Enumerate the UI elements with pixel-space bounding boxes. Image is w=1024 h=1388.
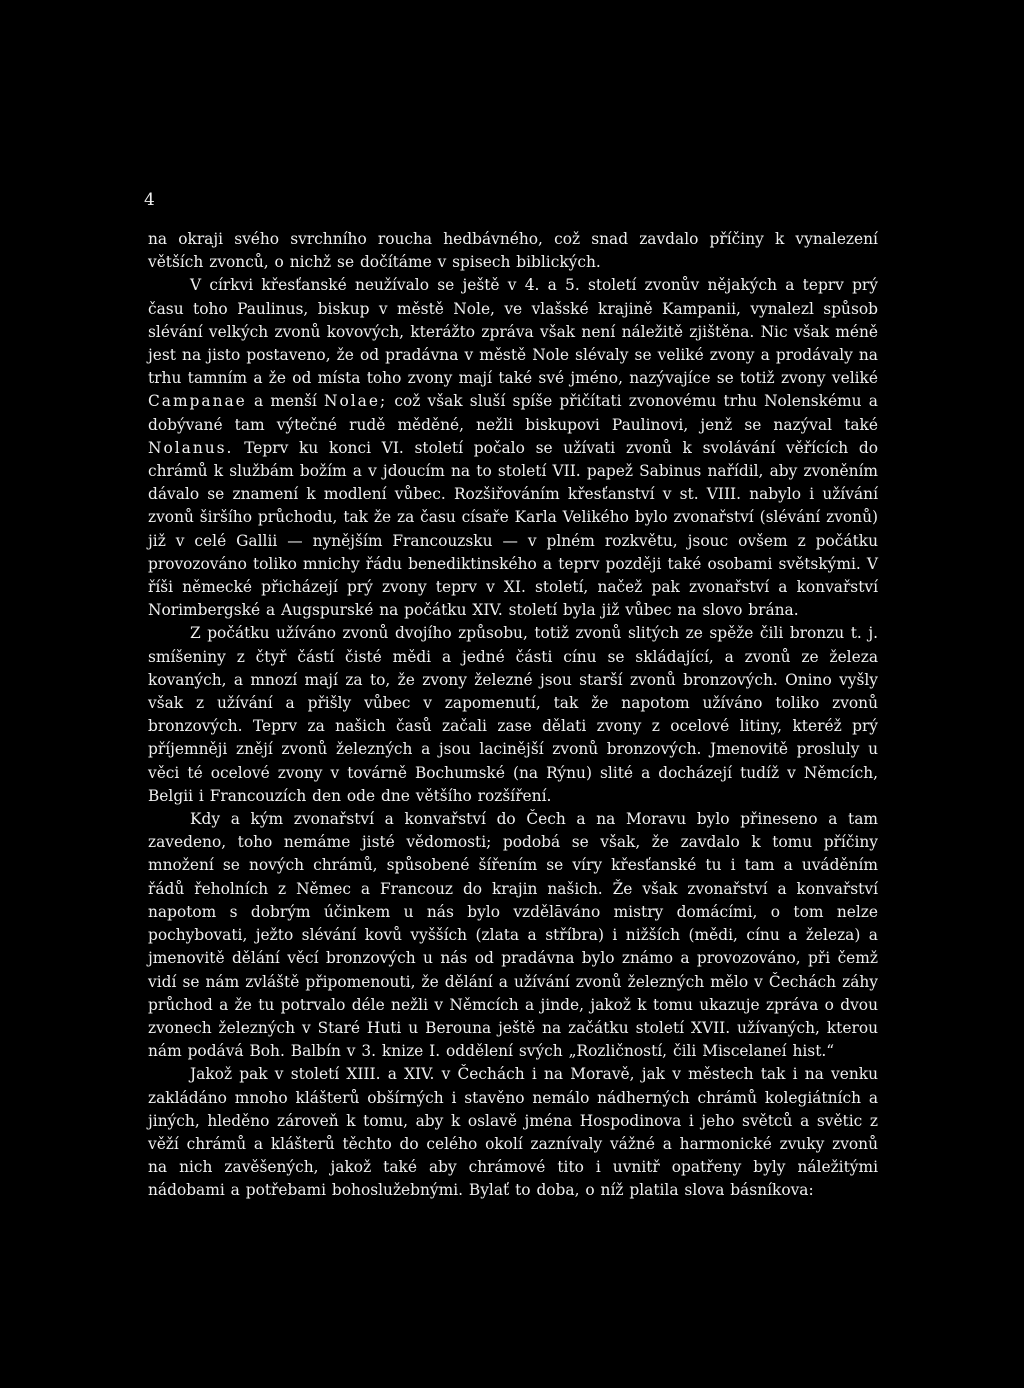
body-text [148,228,878,1203]
paragraph-2-part-3: což však sluší spíše přičítati zvonovému trhu Nolenskému a dobývané tam výtečné rudě měděné, nežli biskupovi Paulinovi, jenž se nazýval také [148,392,878,434]
term-nolanus: Nolanus. [148,438,234,457]
paragraph-2-part-2: a menší [253,392,317,411]
page-number: 4 [144,190,155,210]
paragraph-4: Kdy a kým zvonařství a konvařství do Čech a na Moravu bylo přineseno a tam zavedeno, toho nemáme jisté vědomosti; podobá se však, že zavdalo k tomu příčiny množení se nových chrámů, spůsobené šířením se víry křesťanské tu i tam a uváděním řádů řeholních z Němec a Francouz do krajin našich. Že však zvonařství a konvařství napotom s dobrým účinkem u nás bylo vzdělāváno mistry domácími, o tom nelze pochybovati, ježto slévání kovů vyšších (zlata a stříbra) i nižších (mědi, cínu a železa) a jmenovitě dělání věcí bronzových u nás od pradávna bylo známo a provozováno, při čemž vidí se nám zvláště připomenouti, že dělání a užívání zvonů železných mělo v Čechách záhy průchod a že tu potrvalo déle nežli v Němcích a jinde, jakož k tomu ukazuje zpráva o dvou zvonech železných v Staré Huti u Berouna ještě na začátku století XVII. užívaných, kterou nám podává Boh. Balbín v 3. knize I. oddělení svých „Rozličností, čili Miscelaneí hist.“ [148,810,878,1061]
term-campanae: Campanae [148,392,247,411]
paragraph-5: Jakož pak v století XIII. a XIV. v Čechách i na Moravě, jak v městech tak i na venku zakládáno mnoho klášterů obšírných i stavěno nemálo nádherných chrámů kolegiátních a jiných, hleděno zároveň k tomu, aby k oslavě jména Hospodinova i jeho světců a světic z věží chrámů a klášterů těchto do celého okolí zaznívaly vážné a harmonické zvuky zvonů na nich zavěšených, jakož také aby chrámové tito i uvnitř opatřeny byly náležitými nádobami a potřebami bohoslužebnými. Bylať to doba, o níž platila slova básníkova: [148,1065,878,1200]
paragraph-1: na okraji svého svrchního roucha hedbávného, což snad zavdalo příčiny k vynalezení větších zvonců, o nichž se dočítáme v spisech biblických. [148,230,878,272]
paragraph-2-part-1: V církvi křesťanské neužívalo se ještě v 4. a 5. století zvonův nějakých a teprv prý času toho Paulinus, biskup v městě Nole, ve vlašské krajině Kampanii, vynalezl spůsob slévání velkých zvonů kovových, kterážto zpráva však není náležitě zjištěna. Nic však méně jest na jisto postaveno, že od pradávna v městě Nole slévaly se veliké zvony a prodávaly na trhu tamním a že od místa toho zvony mají také své jméno, nazývajíce se totiž zvony veliké [148,276,878,388]
paragraph-2 [148,274,878,622]
term-nolae: Nolae; [324,392,388,411]
paragraph-3: Z počátku užíváno zvonů dvojího způsobu, totiž zvonů slitých ze spěže čili bronzu t. j. smíšeniny z čtyř částí čisté mědi a jedné části cínu se skládající, a zvonů ze železa kovaných, a mnozí mají za to, že zvony železné jsou starší zvonů bronzových. Onino vyšly však z užívání a přišly vůbec v zapomenutí, tak že napotom užíváno toliko zvonů bronzových. Teprv za našich časů začali zase dělati zvony z ocelové litiny, kteréž prý příjemněji znějí zvonů železných a jsou lacinější zvonů bronzových. Jmenovitě prosluly u věci té ocelové zvony v továrně Bochumské (na Rýnu) slité a docházejí tudíž v Němcích, Belgii i Francouzích den ode dne většího rozšíření. [148,624,878,805]
paragraph-2-part-4: Teprv ku konci VI. století počalo se užívati zvonů k svolávání věřících do chrámů k službám božím a v jdoucím na to století VII. papež Sabinus nařídil, aby zvoněním dávalo se znamení k modlení vůbec. Rozšiřováním křesťanství v st. VIII. nabylo i užívání zvonů širšího průchodu, tak že za času císaře Karla Velikého bylo zvonařství (slévání zvonů) již v celé Gallii — nynějším Francouzsku — v plném rozkvětu, jsouc ovšem z počátku provozováno toliko mnichy řádu benediktinského a teprv později také osobami světskými. V říši německé přicházejí prý zvony teprv v XI. století, načež pak zvonařství a konvařství Norimbergské a Augspurské na počátku XIV. století byla již vůbec na slovo brána. [148,438,879,620]
